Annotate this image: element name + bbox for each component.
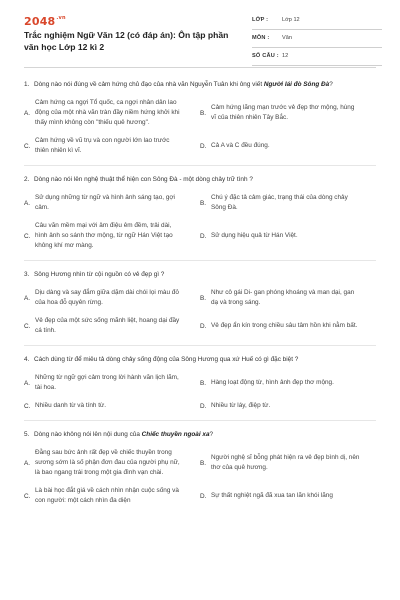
option-a[interactable] [24,98,200,128]
option-letter: C. [24,142,31,150]
option-text: Sử dụng hiệu quả từ Hán Việt. [211,232,298,239]
question-text: Dòng nào nói đúng về cảm hứng chủ đạo của nhà văn Nguyễn Tuân khi ông viết [34,81,264,88]
option-text: Dịu dàng và say đắm giữa dặm dài chói lọi màu đỏ của hoa đỗ quyên rừng. [35,289,179,306]
meta-row-count [252,52,382,66]
doc-header [0,0,400,64]
option-text: Đằng sau bức ảnh rất đẹp về chiếc thuyền trong sương sớm là số phận đơn đau của người phụ nữ, là bao ngang trái trong một gia đình vạn chài. [35,449,180,476]
option-letter: D. [200,142,207,150]
option-letter: A. [24,199,31,207]
option-a[interactable] [24,373,200,393]
meta-key: SỐ CÂU : [252,53,279,59]
option-text: Cảm hứng ca ngợi Tổ quốc, ca ngợi nhân dân lao động của một nhà văn tràn đầy niềm hứng khởi khi thấy mình không còn "thiếu quê hương". [35,99,180,126]
header-divider [24,67,376,68]
option-text: Hàng loạt động từ, hình ảnh đẹp thơ mộng. [211,379,334,386]
question-number: 1. [24,81,30,88]
meta-value: Lớp 12 [282,17,300,23]
question-tail: ? [209,431,214,438]
option-b[interactable] [200,103,376,123]
doc-title: Trắc nghiệm Ngữ Văn 12 (có đáp án): Ôn tập phần văn học Lớp 12 kì 2 [24,30,229,52]
option-letter: B. [200,294,207,302]
option-text: Như cô gái Di- gan phóng khoáng và man dại, gan dạ và trong sáng. [211,289,355,306]
question-stem [24,270,376,280]
option-d[interactable] [200,141,376,151]
meta-value: Văn [282,35,292,41]
option-b[interactable] [200,453,376,473]
option-letter: B. [200,379,207,387]
option-letter: C. [24,322,31,330]
option-text: Là bài học đắt giá về cách nhìn nhận cuộc sống và con người: một cách nhìn đa diện [35,487,179,504]
question-1 [24,80,376,156]
work-title: Chiếc thuyền ngoài xa [141,431,210,438]
question-divider [24,165,376,166]
meta-key: LỚP : [252,17,269,23]
question-text: Cách dùng từ để miêu tả dòng chảy sống động của Sông Hương qua xứ Huế có gì đặc biệt ? [34,356,299,363]
option-text: Nhiều danh từ và tính từ. [35,402,107,409]
option-c[interactable] [24,221,200,251]
question-stem [24,80,376,90]
option-text: Vẻ đẹp của một sức sống mãnh liệt, hoang dại đầy cá tính. [35,317,180,334]
question-4 [24,355,376,411]
option-letter: D. [200,322,207,330]
option-text: Câu văn mềm mại với âm điệu êm đềm, trải dài, hình ảnh so sánh thơ mộng, từ ngữ Hán Việt tạo không khí mơ màng. [35,222,173,249]
meta-row-subject [252,34,382,48]
option-letter: A. [24,379,31,387]
option-text: Người nghệ sĩ bỗng phát hiện ra vẻ đẹp bình dị, nên thơ của quê hương. [211,454,360,471]
option-c[interactable] [24,316,200,336]
option-letter: C. [24,402,31,410]
logo-suffix: .vn [56,15,66,21]
option-d[interactable] [200,401,376,411]
option-text: Sự thất nghiệt ngã đã xua tan lãn khói lãng [211,492,333,499]
option-b[interactable] [200,378,376,388]
option-letter: C. [24,232,31,240]
option-a[interactable] [24,193,200,213]
option-letter: A. [24,294,31,302]
option-a[interactable] [24,288,200,308]
option-d[interactable] [200,321,376,331]
option-text: Sử dụng những từ ngữ và hình ảnh sáng tạo, gợi cảm. [35,194,175,211]
question-divider [24,260,376,261]
meta-value: 12 [282,53,289,59]
option-letter: D. [200,492,207,500]
option-text: Nhiều từ láy, điệp từ. [211,402,271,409]
question-text: Sông Hương nhìn từ cội nguồn có vẻ đẹp gì ? [34,271,165,278]
option-letter: B. [200,109,207,117]
question-stem [24,355,376,365]
option-letter: A. [24,459,31,467]
logo-text: 2048 [24,15,56,28]
option-text: Cảm hứng lãng mạn trước vẻ đẹp thơ mộng, hùng vĩ của thiên nhiên Tây Bắc. [211,104,355,121]
option-text: Cảm hứng về vũ trụ và con người lớn lao trước thiên nhiên kì vĩ. [35,137,170,154]
option-c[interactable] [24,401,200,411]
work-title: Người lái đò Sông Đà [263,81,330,88]
option-text: Chú ý đặc tả cảm giác, trạng thái của dòng chảy Sông Đà. [211,194,348,211]
option-text: Vẻ đẹp ẩn kín trong chiều sâu tâm hồn khi nằm bất. [211,322,358,329]
option-a[interactable] [24,448,200,478]
meta-row-class [252,16,382,30]
option-letter: D. [200,232,207,240]
meta-key: MÔN : [252,35,270,41]
question-2 [24,175,376,251]
question-3 [24,270,376,336]
question-number: 4. [24,356,30,363]
option-c[interactable] [24,136,200,156]
option-letter: C. [24,492,31,500]
question-text: Dòng nào nói lên nghệ thuật thể hiện con Sông Đà - một dòng chảy trữ tình ? [34,176,253,183]
option-text: Cả A và C đều đúng. [211,142,270,149]
question-divider [24,345,376,346]
site-logo[interactable] [24,15,66,28]
question-tail: ? [329,81,333,88]
option-text: Những từ ngữ gợi cảm trong lời hành văn lịch lãm, tài hoa. [35,374,179,391]
option-letter: A. [24,109,31,117]
question-text: Dòng nào không nói lên nội dung của [34,431,142,438]
option-letter: B. [200,199,207,207]
option-letter: B. [200,459,207,467]
question-list [0,80,400,515]
option-d[interactable] [200,231,376,241]
question-number: 5. [24,431,30,438]
question-divider [24,420,376,421]
option-b[interactable] [200,288,376,308]
doc-meta [252,16,382,70]
question-5 [24,430,376,506]
question-number: 3. [24,271,30,278]
question-stem [24,430,376,440]
option-c[interactable] [24,486,200,506]
question-stem [24,175,376,185]
question-number: 2. [24,176,30,183]
option-d[interactable] [200,491,376,501]
option-b[interactable] [200,193,376,213]
option-letter: D. [200,402,207,410]
